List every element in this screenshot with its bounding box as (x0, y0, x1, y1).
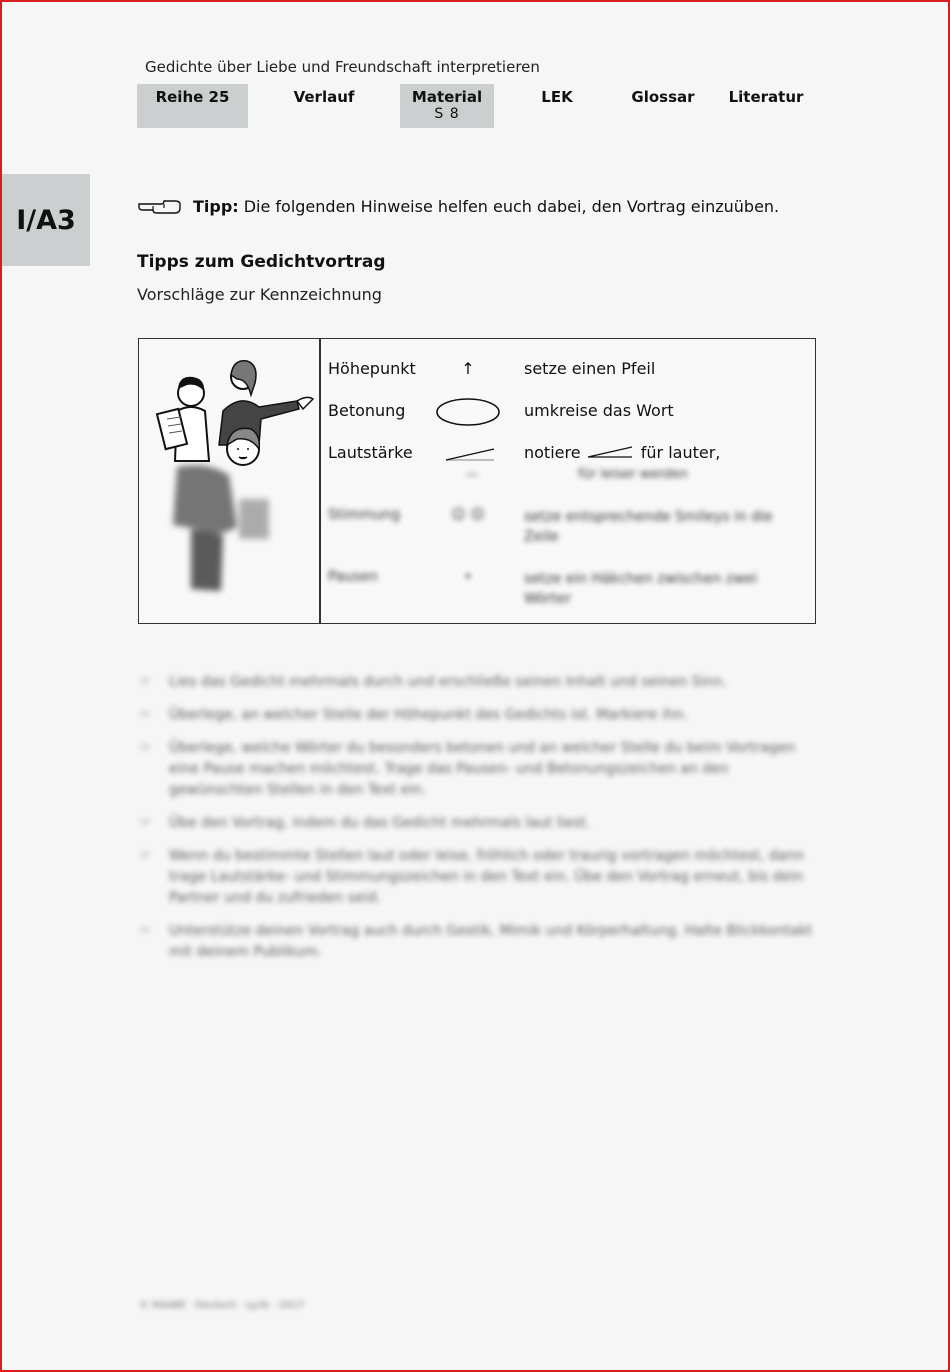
hint (137, 194, 779, 218)
nav-lek-label: LEK (541, 88, 573, 106)
list-item-text: Übe den Vortrag, indem du das Gedicht mehrmals laut liest. (169, 815, 591, 831)
list-item (139, 813, 819, 834)
row-description: setze ein Häkchen zwischen zwei Wörter (524, 571, 758, 607)
side-tab-label: I/A3 (16, 204, 76, 236)
list-item (139, 705, 819, 726)
row-description: setze einen Pfeil (524, 359, 656, 378)
list-item-text: Überlege, an welcher Stelle der Höhepunkt des Gedichts ist. Markiere ihn. (169, 707, 688, 723)
crescendo-icon (434, 445, 502, 463)
row-description (524, 443, 720, 462)
row-label: Pausen (328, 569, 379, 585)
list-item-text: Wenn du bestimmte Stellen laut oder leise, fröhlich oder traurig vortragen möchtest, dann trage Lautstärke- und Stimmungszeichen in den Text ein. Übe den Vortrag erneut, bis dein Partner und du zufrieden seid. (169, 848, 805, 906)
pointing-hand-icon: ☞ (139, 923, 152, 939)
list-item (139, 846, 819, 909)
row-description: für leiser werden (578, 467, 688, 482)
row-label: Stimmung (328, 507, 401, 523)
crescendo-mark-icon (586, 444, 636, 460)
section-title: Tipps zum Gedichtvortrag (137, 252, 386, 272)
nav-material-label: Material (411, 88, 483, 106)
section-subtitle: Vorschläge zur Kennzeichnung (137, 285, 382, 304)
list-item (139, 921, 819, 963)
row-description: umkreise das Wort (524, 401, 674, 420)
nav-reihe[interactable] (137, 84, 248, 128)
nav-lek[interactable] (512, 84, 602, 128)
nav-verlauf[interactable] (270, 84, 378, 128)
marking-table (138, 338, 816, 624)
nav-glossar[interactable] (612, 84, 714, 128)
row-label: Betonung (328, 401, 406, 420)
row-label: Höhepunkt (328, 359, 416, 378)
nav-reihe-label: Reihe 25 (155, 88, 230, 106)
nav-literatur[interactable] (718, 84, 814, 128)
pointing-hand-icon (137, 194, 183, 218)
footer: © RAABE · Deutsch · Lyrik · 2017 (139, 1300, 305, 1311)
arrow-up-icon: ↑ (461, 359, 475, 378)
row-description: setze entsprechende Smileys in die Zeile (524, 509, 773, 545)
blurred-symbol: — (465, 467, 479, 482)
smiley-icon: ☺ ☹ (451, 507, 485, 523)
ellipse-icon (434, 396, 502, 428)
hint-label: Tipp: (193, 196, 239, 216)
dot-icon: • (463, 569, 473, 585)
row-description-end: für lauter, (640, 443, 721, 462)
list-item-text: Unterstütze deinen Vortrag auch durch Gestik, Mimik und Körperhaltung. Halte Blickkontakt mit deinem Publikum. (169, 923, 813, 960)
pointing-hand-icon: ☞ (139, 674, 152, 690)
list-item-text: Überlege, welche Wörter du besonders betonen und an welcher Stelle du beim Vortragen eine Pause machen möchtest. Trage das Pausen- und Betonungszeichen an den gewünschten Stellen in den Text ein. (169, 740, 796, 798)
nav-material-page: S 8 (434, 106, 460, 122)
pointing-hand-icon: ☞ (139, 815, 152, 831)
pointing-hand-icon: ☞ (139, 740, 152, 756)
nav-glossar-label: Glossar (631, 88, 695, 106)
side-tab (2, 174, 90, 266)
instruction-list (139, 672, 819, 975)
row-description-start: notiere (524, 443, 581, 462)
nav-verlauf-label: Verlauf (293, 88, 355, 106)
document-title: Gedichte über Liebe und Freundschaft interpretieren (145, 58, 540, 76)
row-label: Lautstärke (328, 443, 413, 462)
nav-literatur-label: Literatur (728, 88, 804, 106)
list-item-text: Lies das Gedicht mehrmals durch und erschließe seinen Inhalt und seinen Sinn. (169, 674, 727, 690)
pointing-hand-icon: ☞ (139, 707, 152, 723)
pointing-hand-icon: ☞ (139, 848, 152, 864)
list-item (139, 738, 819, 801)
hint-text: Die folgenden Hinweise helfen euch dabei, den Vortrag einzuüben. (243, 196, 780, 216)
nav-material[interactable] (400, 84, 494, 128)
list-item (139, 672, 819, 693)
